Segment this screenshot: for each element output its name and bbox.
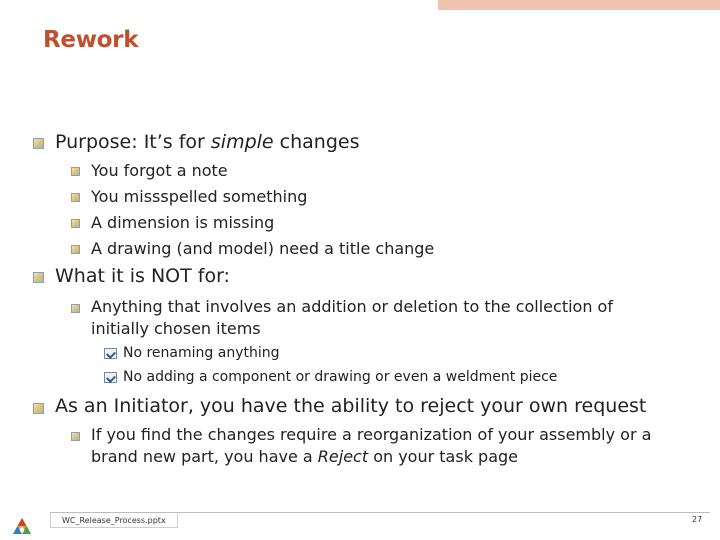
not-for-subitem: No adding a component or drawing or even a weldment piece: [123, 369, 558, 385]
not-for-subitem: No renaming anything: [123, 345, 280, 361]
purpose-item: A dimension is missing: [91, 213, 275, 232]
not-for-item: Anything that involves an addition or deletion to the collection of initially chosen items: [91, 297, 613, 338]
bullet-initiator: As an Initiator, you have the ability to reject your own request: [55, 395, 647, 417]
triangle-logo-icon: [11, 516, 33, 536]
square-bullet-icon: [71, 193, 80, 202]
square-bullet-icon: [71, 432, 80, 441]
top-accent-bar: [438, 0, 720, 10]
purpose-item: You forgot a note: [91, 161, 228, 180]
square-bullet-icon: [71, 304, 80, 313]
slide-title: Rework: [43, 27, 139, 53]
initiator-item: If you find the changes require a reorganization of your assembly or a brand new part, you have a Reject on your task page: [91, 425, 652, 466]
footer-filename: WC_Release_Process.pptx: [62, 516, 166, 525]
purpose-item: A drawing (and model) need a title change: [91, 239, 435, 258]
square-bullet-icon: [71, 167, 80, 176]
bullet-not-for: What it is NOT for:: [55, 265, 230, 287]
square-bullet-icon: [33, 403, 44, 414]
bullet-purpose: Purpose: It’s for simple changes: [55, 131, 360, 153]
checkbox-icon: [104, 372, 117, 383]
square-bullet-icon: [33, 138, 44, 149]
purpose-item: You missspelled something: [91, 187, 308, 206]
page-number: 27: [692, 515, 703, 524]
square-bullet-icon: [71, 219, 80, 228]
square-bullet-icon: [33, 272, 44, 283]
checkbox-icon: [104, 348, 117, 359]
square-bullet-icon: [71, 245, 80, 254]
